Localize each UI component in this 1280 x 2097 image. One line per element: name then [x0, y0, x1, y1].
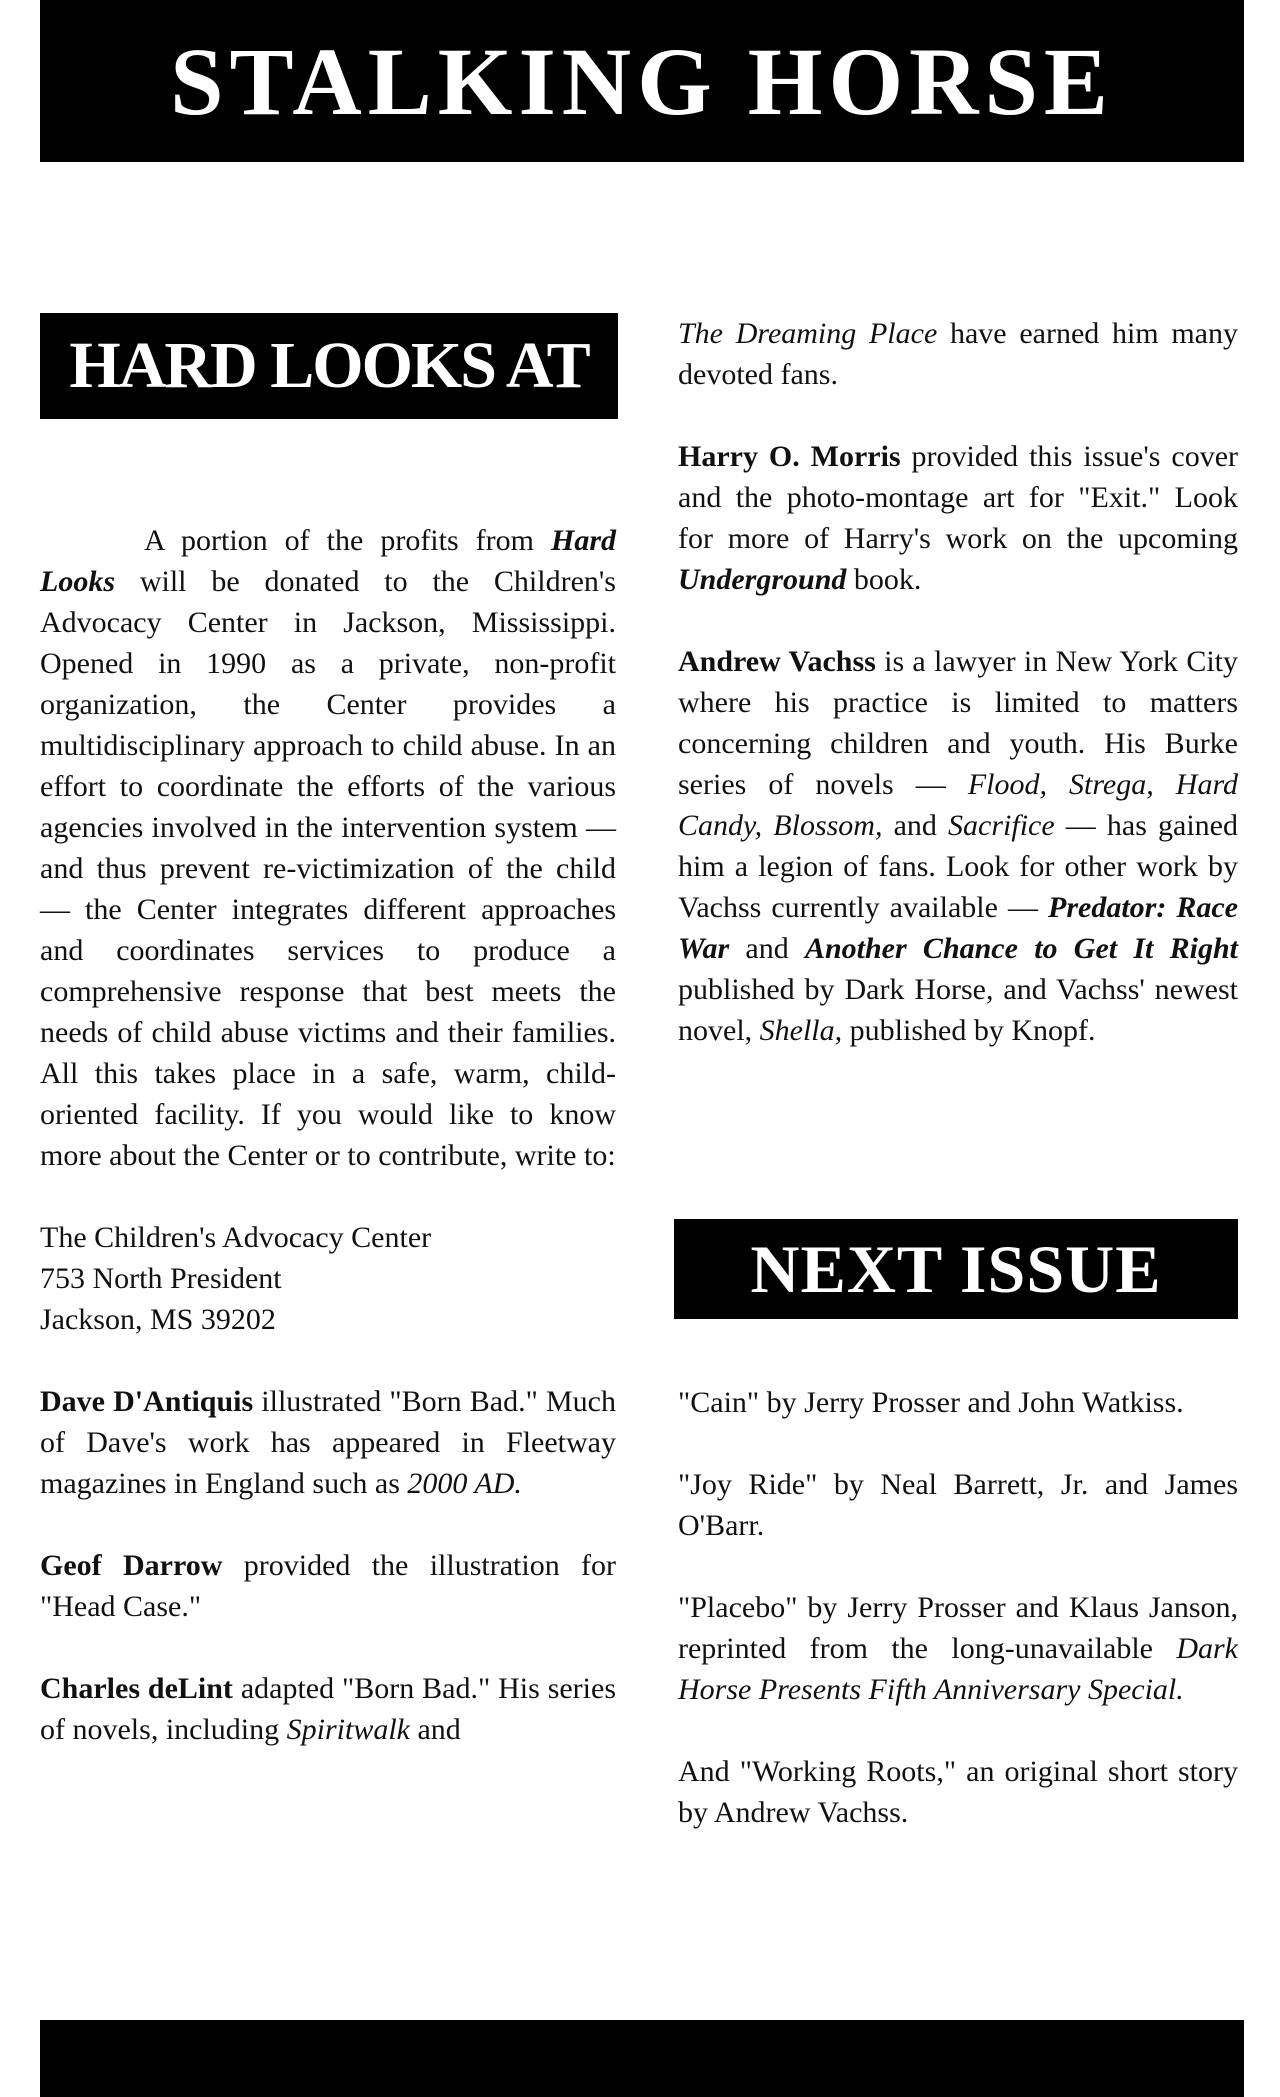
address-line-3: Jackson, MS 39202	[40, 1303, 276, 1336]
donation-paragraph	[40, 520, 616, 1176]
contributor-text: illustrated "Born Bad." Much of Dave's work has appeared in Fleetway magazines in England such as	[40, 1385, 616, 1500]
contributor-delint-end	[678, 313, 1238, 395]
book-title: Shella,	[759, 1014, 843, 1047]
footer-bar	[40, 2020, 1244, 2097]
right-column	[678, 313, 1238, 1051]
contributor-name: Dave D'Antiquis	[40, 1385, 254, 1418]
connector-text: and	[729, 932, 805, 965]
contributor-text: adapted "Born Bad." His series of novels, including	[40, 1672, 616, 1746]
contributor-vachss	[678, 641, 1238, 1051]
connector-text: and	[409, 1713, 461, 1746]
next-issue-item-2: "Joy Ride" by Neal Barrett, Jr. and James O'Barr.	[678, 1468, 1238, 1542]
donation-text-b: will be donated to the Children's Advocacy Center in Jackson, Mississippi. Opened in 1990 as a private, non-profit organization, the Center provides a multidisciplinary approach to child abuse. In an effort to coordinate the efforts of the various agencies involved in the intervention system — and thus prevent re-victimization of the child — the Center integrates different approaches and coordinates services to produce a comprehensive response that best meets the needs of child abuse victims and their families. All this takes place in a safe, warm, child-oriented facility. If you would like to know more about the Center or to contribute, write to:	[40, 565, 616, 1172]
next-issue-heading: NEXT ISSUE	[674, 1219, 1238, 1319]
book-title: The Dreaming Place	[678, 317, 938, 350]
contributor-text: published by Dark Horse, and Vachss' newest novel,	[678, 973, 1238, 1047]
contributor-name: Charles deLint	[40, 1672, 233, 1705]
hard-looks-heading: HARD LOOKS AT	[40, 313, 618, 419]
address-line-1: The Children's Advocacy Center	[40, 1221, 432, 1254]
contributor-text: published by Knopf.	[842, 1014, 1096, 1047]
hard-looks-title: Hard Looks	[40, 524, 616, 598]
connector-text: and	[882, 809, 949, 842]
contributor-darrow	[40, 1545, 616, 1627]
address-line-2: 753 North President	[40, 1262, 282, 1295]
book-title: Sacrifice	[948, 809, 1055, 842]
magazine-title: 2000 AD.	[407, 1467, 522, 1500]
contributor-name: Andrew Vachss	[678, 645, 876, 678]
contributor-text: have earned him many devoted fans.	[678, 317, 1238, 391]
next-issue-text: "Placebo" by Jerry Prosser and Klaus Janson, reprinted from the long-unavailable	[678, 1591, 1238, 1665]
page-title: STALKING HORSE	[40, 0, 1244, 162]
mailing-address	[40, 1217, 616, 1340]
contributor-text: provided the illustration for "Head Case."	[40, 1549, 617, 1623]
contributor-morris	[678, 436, 1238, 600]
contributor-delint-start	[40, 1668, 616, 1750]
book-titles: Flood, Strega, Hard Candy, Blossom,	[678, 768, 1238, 842]
contributor-text: — has gained him a legion of fans. Look for other work by Vachss currently available —	[678, 809, 1238, 924]
next-issue-item-4: And "Working Roots," an original short story by Andrew Vachss.	[678, 1755, 1238, 1829]
contributor-name: Harry O. Morris	[678, 440, 901, 473]
next-issue-item-3	[678, 1587, 1238, 1710]
contributor-name: Geof Darrow	[40, 1549, 223, 1582]
contributor-dantiquis	[40, 1381, 616, 1504]
donation-text-a: A portion of the profits from	[144, 524, 551, 557]
book-title: Predator: Race War	[678, 891, 1238, 965]
next-issue-list	[678, 1382, 1238, 1833]
next-issue-item-1: "Cain" by Jerry Prosser and John Watkiss.	[678, 1386, 1184, 1419]
book-title: Underground	[678, 563, 847, 596]
left-column	[40, 520, 616, 1750]
book-title: Spiritwalk	[286, 1713, 410, 1746]
contributor-text: is a lawyer in New York City where his practice is limited to matters concerning children and youth. His Burke series of novels —	[678, 645, 1238, 801]
contributor-text: book.	[846, 563, 922, 596]
contributor-text: provided this issue's cover and the photo-montage art for "Exit." Look for more of Harry's work on the upcoming	[678, 440, 1238, 555]
book-title: Another Chance to Get It Right	[804, 932, 1238, 965]
book-title: Dark Horse Presents Fifth Anniversary Special.	[678, 1632, 1238, 1706]
